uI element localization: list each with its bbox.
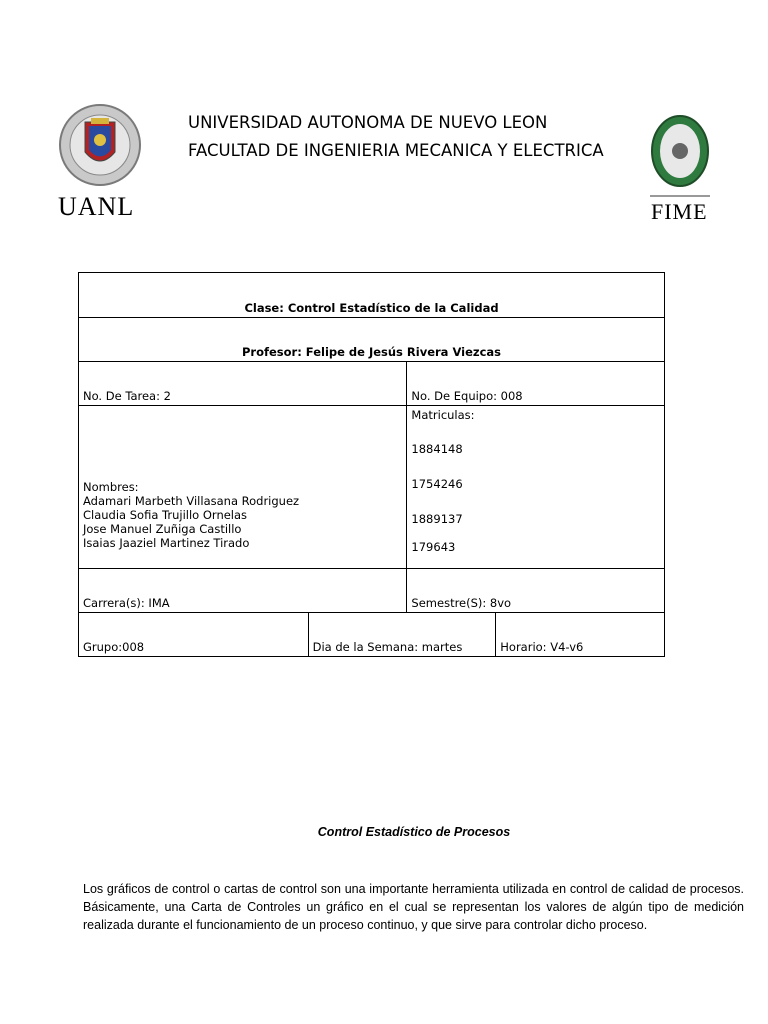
matricula: 1884148 bbox=[411, 442, 463, 456]
student-name: Isaias Jaaziel Martinez Tirado bbox=[83, 536, 250, 550]
student-name: Adamari Marbeth Villasana Rodriguez bbox=[83, 494, 300, 508]
nombres-label: Nombres: bbox=[83, 480, 139, 494]
equipo-cell: No. De Equipo: 008 bbox=[407, 362, 665, 406]
matriculas-label: Matriculas: bbox=[411, 408, 475, 422]
matricula: 179643 bbox=[411, 540, 456, 554]
tarea-cell: No. De Tarea: 2 bbox=[79, 362, 407, 406]
body-paragraph: Los gráficos de control o cartas de control son una importante herramienta utilizada en control de calidad de procesos. Básicamente, una Carta de Controles un gráfico en el cual se representan los valores de algún tipo de medición realizada durante el funcionamiento de un proceso continuo, y que sirve para controlar dicho proceso. bbox=[83, 882, 744, 932]
uanl-caption: UANL bbox=[58, 192, 135, 221]
matricula: 1754246 bbox=[411, 477, 463, 491]
carrera-cell: Carrera(s): IMA bbox=[79, 569, 407, 613]
section-title: Control Estadístico de Procesos bbox=[317, 825, 511, 839]
matriculas-cell bbox=[407, 406, 665, 569]
horario-cell: Horario: V4-v6 bbox=[496, 613, 665, 657]
semestre-cell: Semestre(S): 8vo bbox=[407, 569, 665, 613]
faculty-title: FACULTAD DE INGENIERIA MECANICA Y ELECTRICA bbox=[188, 141, 604, 160]
assignment-info-table bbox=[78, 272, 665, 657]
nombres-cell bbox=[79, 406, 407, 569]
fime-caption: FIME bbox=[651, 199, 708, 224]
dia-cell: Dia de la Semana: martes bbox=[308, 613, 496, 657]
clase-cell: Clase: Control Estadístico de la Calidad bbox=[79, 273, 665, 318]
profesor-cell: Profesor: Felipe de Jesús Rivera Viezcas bbox=[79, 318, 665, 362]
student-name: Jose Manuel Zuñiga Castillo bbox=[83, 522, 242, 536]
matricula: 1889137 bbox=[411, 512, 463, 526]
grupo-cell: Grupo:008 bbox=[79, 613, 309, 657]
student-name: Claudia Sofia Trujillo Ornelas bbox=[83, 508, 248, 522]
university-title: UNIVERSIDAD AUTONOMA DE NUEVO LEON bbox=[188, 113, 548, 132]
